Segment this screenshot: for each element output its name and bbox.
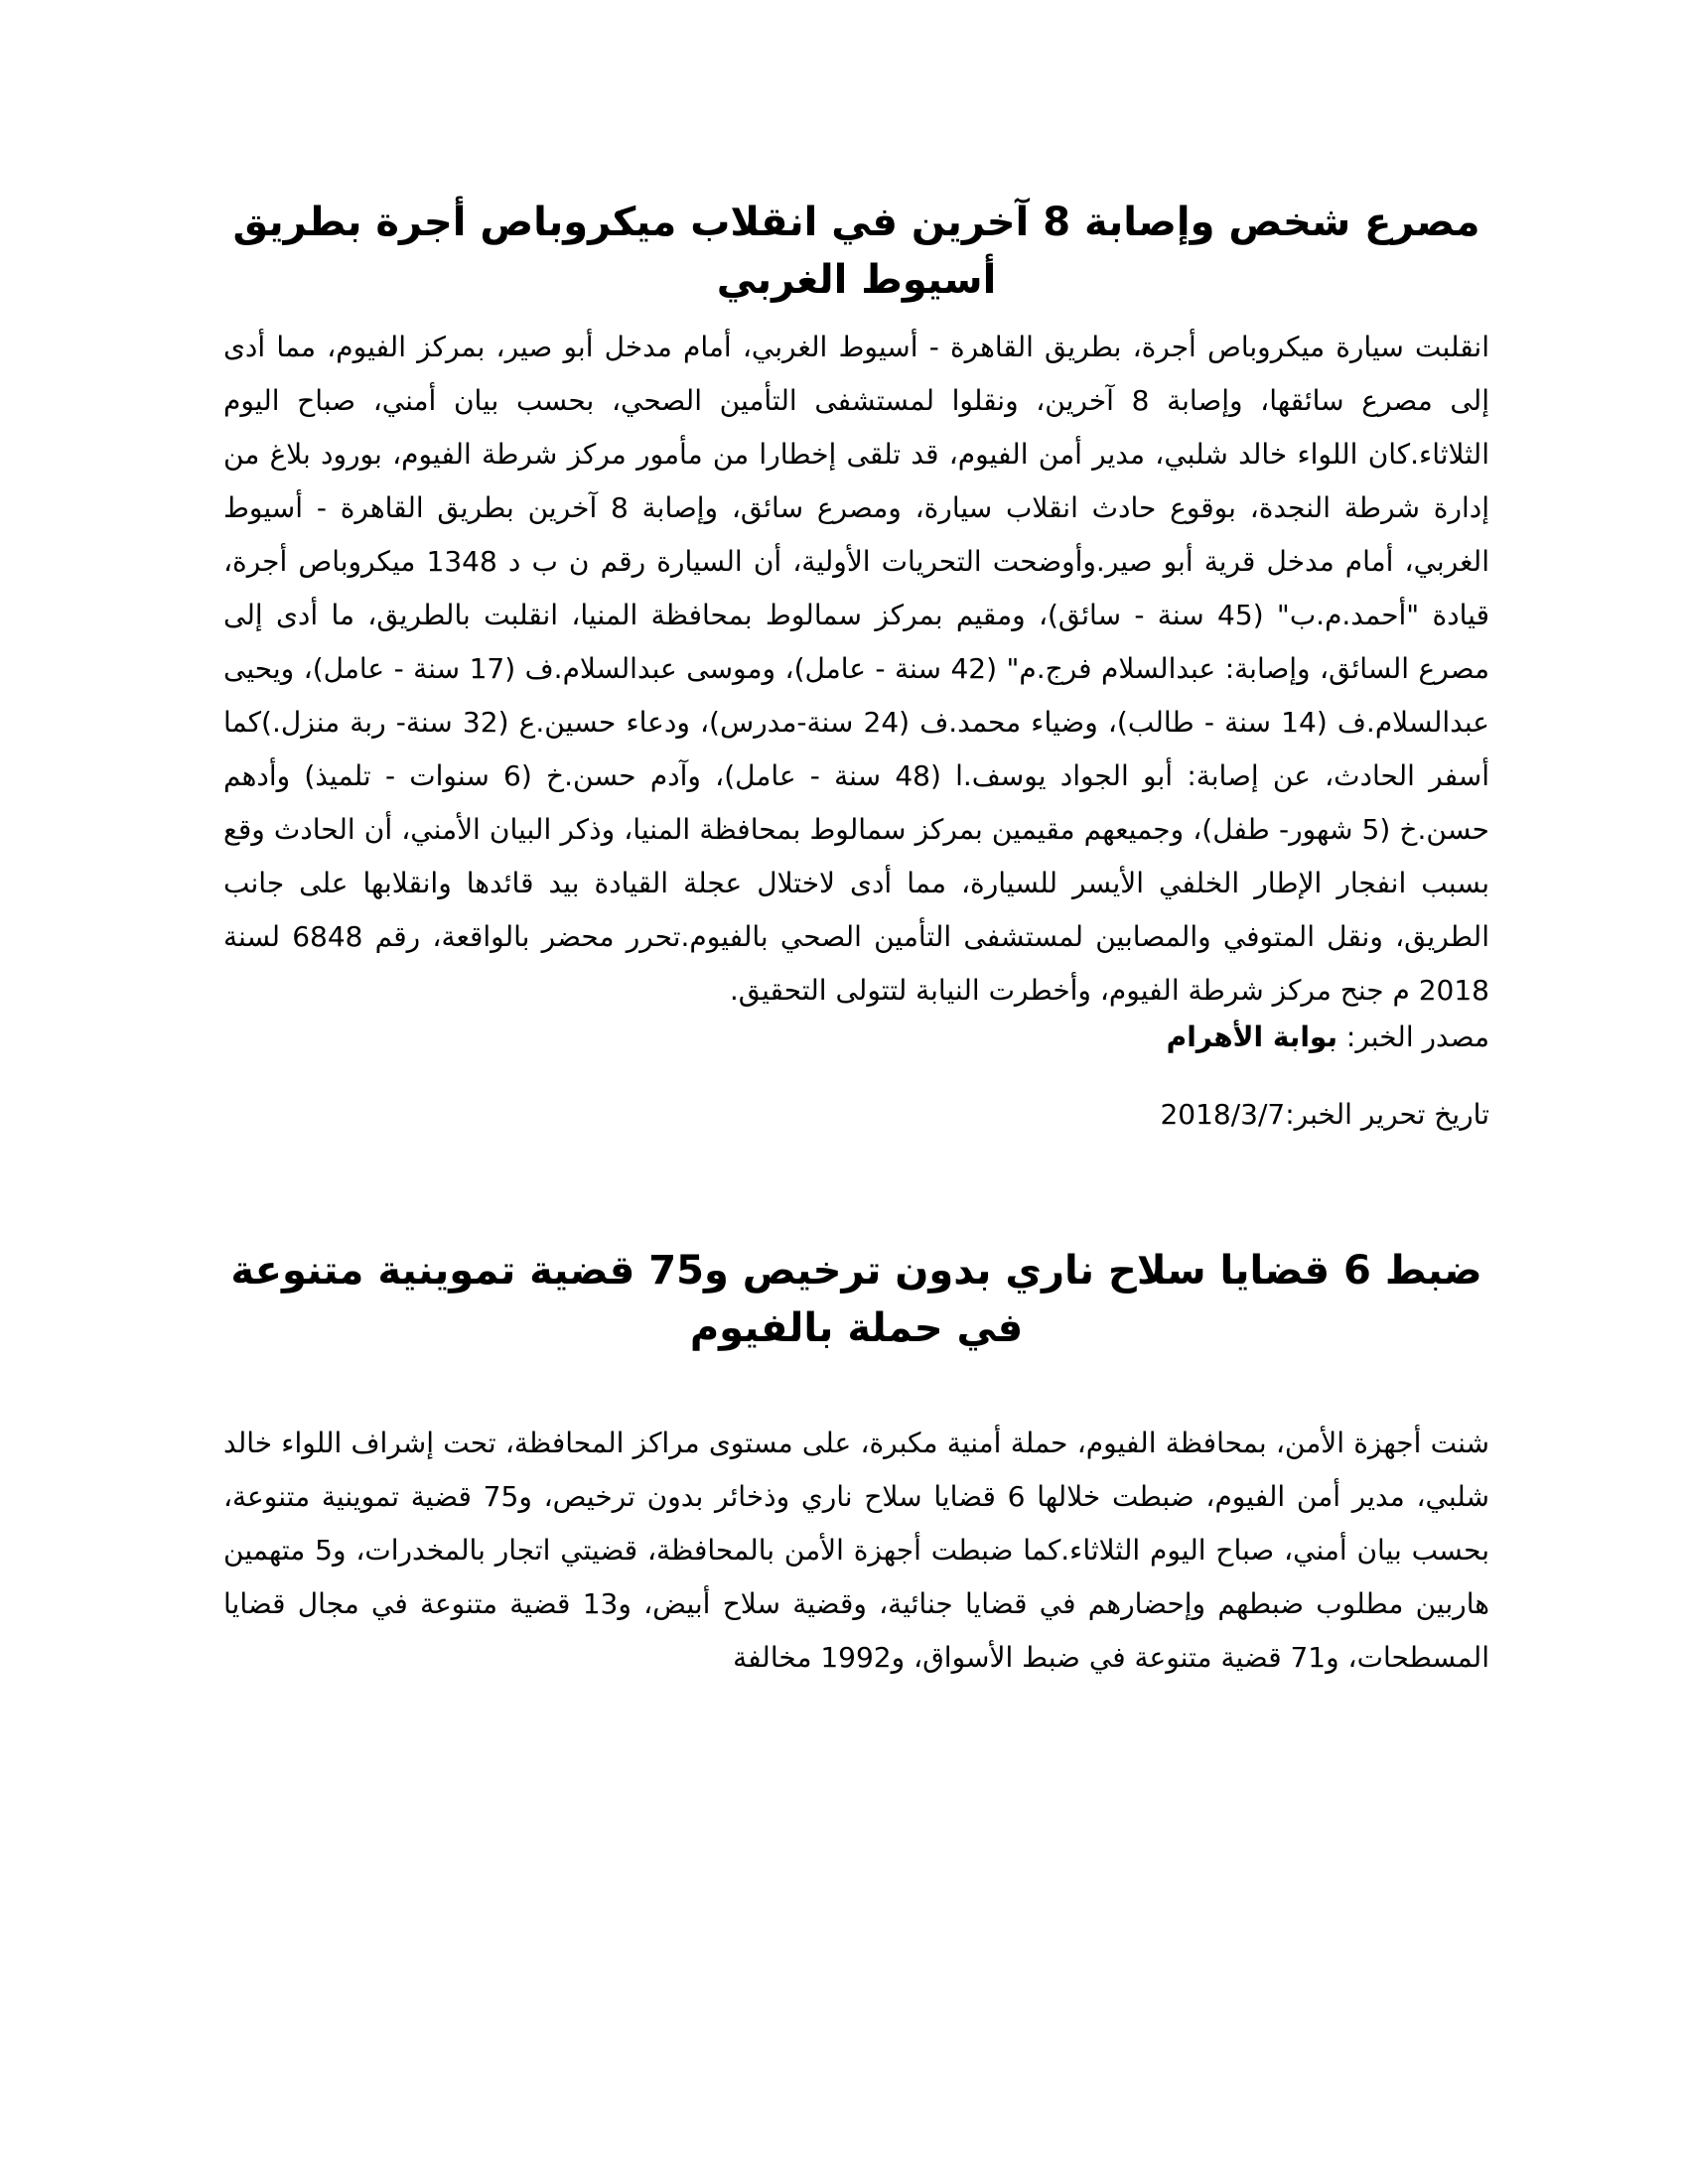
publication-date: تاريخ تحرير الخبر:2018/3/7 (1160, 1098, 1489, 1131)
article-title: مصرع شخص وإصابة 8 آخرين في انقلاب ميكروباص أجرة بطريق أسيوط الغربي (232, 200, 1480, 303)
document-page (223, 194, 1489, 1685)
news-article (223, 1242, 1489, 1685)
article-body: شنت أجهزة الأمن، بمحافظة الفيوم، حملة أمنية مكبرة، على مستوى مراكز المحافظة، تحت إشراف اللواء خالد شلبي، مدير أمن الفيوم، ضبطت خلالها 6 قضايا سلاح ناري وذخائر بدون ترخيص، و75 قضية تموينية متنوعة، بحسب بيان أمني، صباح اليوم الثلاثاء.كما ضبطت أجهزة الأمن بالمحافظة، قضيتي اتجار بالمخدرات، و5 متهمين هاربين مطلوب ضبطهم وإحضارهم في قضايا جنائية، وقضية سلاح أبيض، و13 قضية متنوعة في مجال قضايا المسطحات، و71 قضية متنوعة في ضبط الأسواق، و1992 مخالفة (223, 1427, 1490, 1674)
source-label: مصدر الخبر: (1336, 1021, 1489, 1053)
news-article (223, 194, 1489, 1135)
article-title: ضبط 6 قضايا سلاح ناري بدون ترخيص و75 قضية تموينية متنوعة في حملة بالفيوم (230, 1248, 1482, 1351)
source-name: بوابة الأهرام (1166, 1021, 1337, 1053)
news-source (223, 1018, 1489, 1057)
article-body: انقلبت سيارة ميكروباص أجرة، بطريق القاهرة - أسيوط الغربي، أمام مدخل أبو صير، بمركز الفيوم، مما أدى إلى مصرع سائقها، وإصابة 8 آخرين، ونقلوا لمستشفى التأمين الصحي، بحسب بيان أمني، صباح اليوم الثلاثاء.كان اللواء خالد شلبي، مدير أمن الفيوم، قد تلقى إخطارا من مأمور مركز شرطة الفيوم، بورود بلاغ من إدارة شرطة النجدة، بوقوع حادث انقلاب سيارة، ومصرع سائق، وإصابة 8 آخرين بطريق القاهرة - أسيوط الغربي، أمام مدخل قرية أبو صير.وأوضحت التحريات الأولية، أن السيارة رقم ن ب د 1348 ميكروباص أجرة، قيادة "أحمد.م.ب" (45 سنة - سائق)، ومقيم بمركز سمالوط بمحافظة المنيا، انقلبت بالطريق، ما أدى إلى مصرع السائق، وإصابة: عبدالسلام فرج.م" (42 سنة - عامل)، وموسى عبدالسلام.ف (17 سنة - عامل)، ويحيى عبدالسلام.ف (14 سنة - طالب)، وضياء محمد.ف (24 سنة-مدرس)، ودعاء حسين.ع (32 سنة- ربة منزل.)كما أسفر الحادث، عن إصابة: أبو الجواد يوسف.ا (48 سنة - عامل)، وآدم حسن.خ (6 سنوات - تلميذ) وأدهم حسن.خ (5 شهور- طفل)، وجميعهم مقيمين بمركز سمالوط بمحافظة المنيا، وذكر البيان الأمني، أن الحادث وقع بسبب انفجار الإطار الخلفي الأيسر للسيارة، مما أدى لاختلال عجلة القيادة بيد قائدها وانقلابها على جانب الطريق، ونقل المتوفي والمصابين لمستشفى التأمين الصحي بالفيوم.تحرر محضر بالواقعة، رقم 6848 لسنة 2018 م جنح مركز شرطة الفيوم، وأخطرت النيابة لتتولى التحقيق. (223, 331, 1490, 1007)
